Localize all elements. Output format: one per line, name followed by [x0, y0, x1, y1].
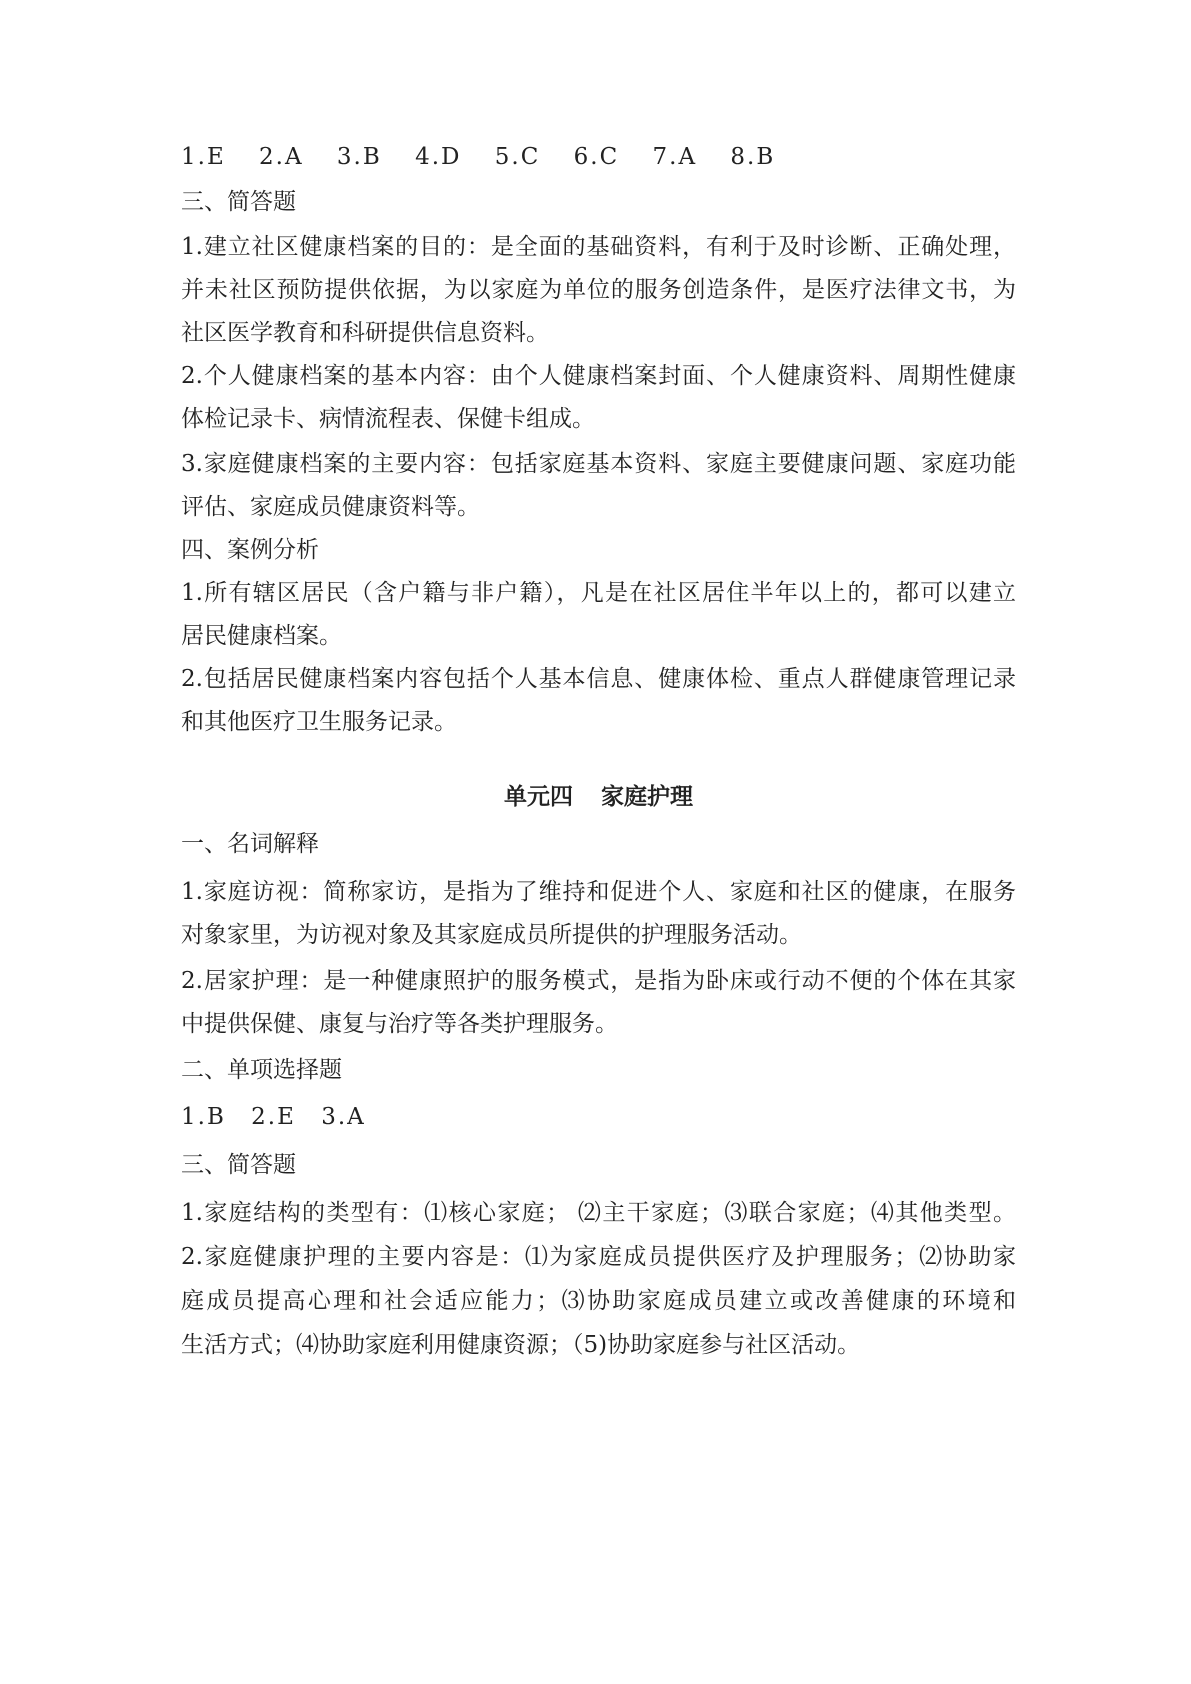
- paragraph-line: 居民健康档案。: [181, 623, 342, 649]
- paragraph-line: 并未社区预防提供依据，为以家庭为单位的服务创造条件，是医疗法律文书，为: [181, 277, 1016, 303]
- paragraph-line: 对象家里，为访视对象及其家庭成员所提供的护理服务活动。: [181, 922, 802, 948]
- paragraph-line: 1.所有辖区居民（含户籍与非户籍），凡是在社区居住半年以上的，都可以建立: [181, 580, 1016, 606]
- paragraph-line: 3.家庭健康档案的主要内容：包括家庭基本资料、家庭主要健康问题、家庭功能: [181, 451, 1016, 477]
- paragraph-line: 2.居家护理：是一种健康照护的服务模式，是指为卧床或行动不便的个体在其家: [181, 968, 1016, 994]
- paragraph-line: 体检记录卡、病情流程表、保健卡组成。: [181, 406, 595, 432]
- paragraph-line: 2.家庭健康护理的主要内容是：⑴为家庭成员提供医疗及护理服务；⑵协助家: [181, 1244, 1016, 1270]
- answer: 7.A: [652, 144, 698, 170]
- unit-title: [181, 782, 1016, 812]
- answer: 5.C: [494, 144, 541, 170]
- unit-name: 家庭护理: [601, 784, 693, 810]
- answer: 1.E: [181, 144, 226, 170]
- answer: 3.A: [321, 1104, 366, 1130]
- answer: 2.E: [251, 1104, 296, 1130]
- answer: 1.B: [181, 1104, 226, 1130]
- paragraph-line: 生活方式；⑷协助家庭利用健康资源；（5)协助家庭参与社区活动。: [181, 1332, 861, 1358]
- answer: 6.C: [573, 144, 620, 170]
- paragraph-line: 评估、家庭成员健康资料等。: [181, 494, 480, 520]
- answer: 3.B: [336, 144, 382, 170]
- section-heading: 三、简答题: [181, 189, 296, 215]
- section-heading: 三、简答题: [181, 1152, 296, 1178]
- paragraph-line: 1.建立社区健康档案的目的：是全面的基础资料，有利于及时诊断、正确处理，: [181, 234, 1016, 260]
- paragraph-line: 中提供保健、康复与治疗等各类护理服务。: [181, 1011, 618, 1037]
- answer: 2.A: [259, 144, 304, 170]
- answer-key-row: [181, 1102, 1016, 1132]
- paragraph-line: 2.包括居民健康档案内容包括个人基本信息、健康体检、重点人群健康管理记录: [181, 666, 1016, 692]
- unit-number: 单元四: [504, 784, 573, 810]
- answer: 8.B: [730, 144, 776, 170]
- section-heading: 一、名词解释: [181, 831, 319, 857]
- section-heading: 二、单项选择题: [181, 1057, 342, 1083]
- paragraph-line: 社区医学教育和科研提供信息资料。: [181, 320, 549, 346]
- paragraph-line: 1.家庭结构的类型有：⑴核心家庭； ⑵主干家庭；⑶联合家庭；⑷其他类型。: [181, 1200, 1016, 1226]
- section-heading: 四、案例分析: [181, 537, 319, 563]
- paragraph-line: 1.家庭访视：简称家访，是指为了维持和促进个人、家庭和社区的健康，在服务: [181, 879, 1016, 905]
- paragraph-line: 庭成员提高心理和社会适应能力；⑶协助家庭成员建立或改善健康的环境和: [181, 1288, 1016, 1314]
- paragraph-line: 和其他医疗卫生服务记录。: [181, 709, 457, 735]
- paragraph-line: 2.个人健康档案的基本内容：由个人健康档案封面、个人健康资料、周期性健康: [181, 363, 1016, 389]
- answer: 4.D: [415, 144, 462, 170]
- answer-key-row: [181, 142, 1016, 172]
